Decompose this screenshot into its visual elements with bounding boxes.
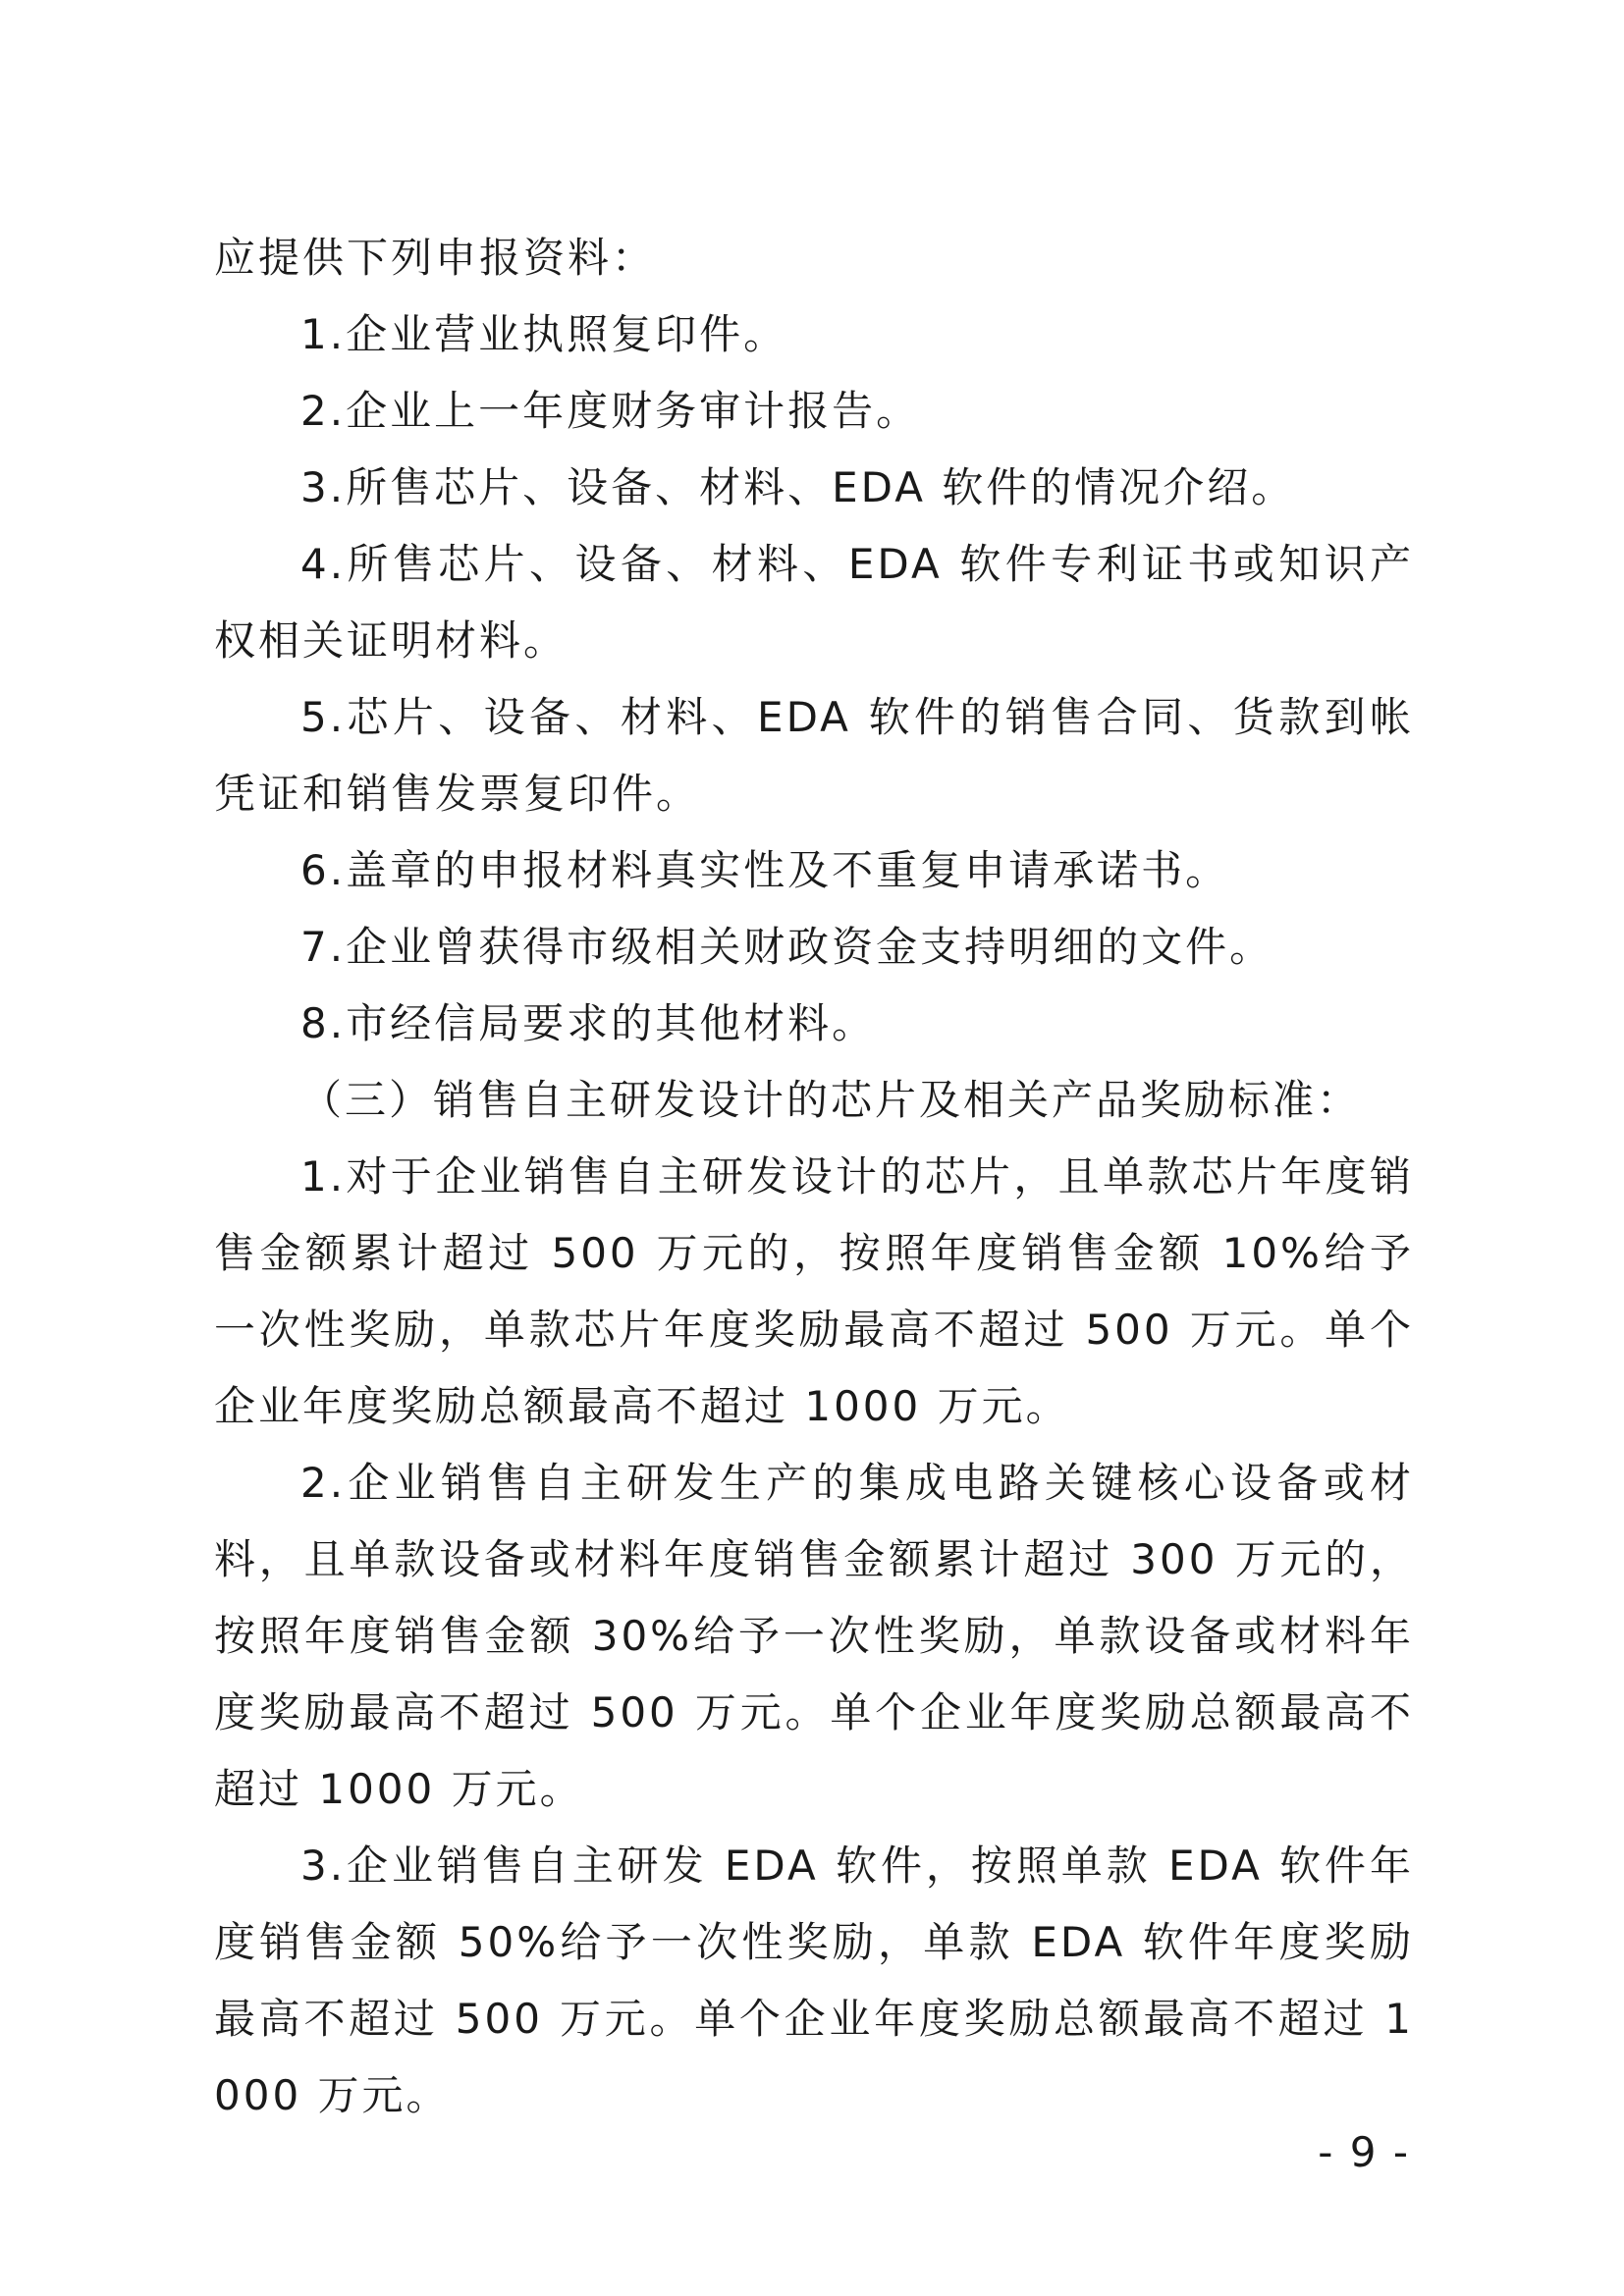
paragraph-item-5: 5.芯片、设备、材料、EDA 软件的销售合同、货款到帐凭证和销售发票复印件。 bbox=[214, 693, 1414, 818]
section-heading-3: （三）销售自主研发设计的芯片及相关产品奖励标准： bbox=[300, 1076, 1362, 1124]
paragraph-standard-3: 3.企业销售自主研发 EDA 软件，按照单款 EDA 软件年度销售金额 50%给予一次性奖励，单款 EDA 软件年度奖励最高不超过 500 万元。单个企业年度奖励总额最高不超过 1000 万元。 bbox=[214, 1842, 1414, 2119]
page-number: - 9 - bbox=[1318, 2128, 1410, 2176]
paragraph-intro: 应提供下列申报资料： bbox=[214, 234, 657, 282]
paragraph-item-3: 3.所售芯片、设备、材料、EDA 软件的情况介绍。 bbox=[300, 463, 1296, 511]
paragraph-standard-2: 2.企业销售自主研发生产的集成电路关键核心设备或材料，且单款设备或材料年度销售金额累计超过 300 万元的，按照年度销售金额 30%给予一次性奖励，单款设备或材料年度奖励最高不超过 500 万元。单个企业年度奖励总额最高不超过 1000 万元。 bbox=[214, 1459, 1414, 1813]
paragraph-item-6: 6.盖章的申报材料真实性及不重复申请承诺书。 bbox=[300, 846, 1230, 894]
paragraph-item-4: 4.所售芯片、设备、材料、EDA 软件专利证书或知识产权相关证明材料。 bbox=[214, 540, 1414, 665]
paragraph-item-1: 1.企业营业执照复印件。 bbox=[300, 310, 788, 358]
paragraph-item-7: 7.企业曾获得市级相关财政资金支持明细的文件。 bbox=[300, 923, 1274, 971]
paragraph-item-2: 2.企业上一年度财务审计报告。 bbox=[300, 387, 921, 435]
paragraph-item-8: 8.市经信局要求的其他材料。 bbox=[300, 999, 877, 1047]
paragraph-standard-1: 1.对于企业销售自主研发设计的芯片，且单款芯片年度销售金额累计超过 500 万元的，按照年度销售金额 10%给予一次性奖励，单款芯片年度奖励最高不超过 500 万元。单个企业年度奖励总额最高不超过 1000 万元。 bbox=[214, 1152, 1414, 1430]
document-body bbox=[214, 220, 1414, 2134]
